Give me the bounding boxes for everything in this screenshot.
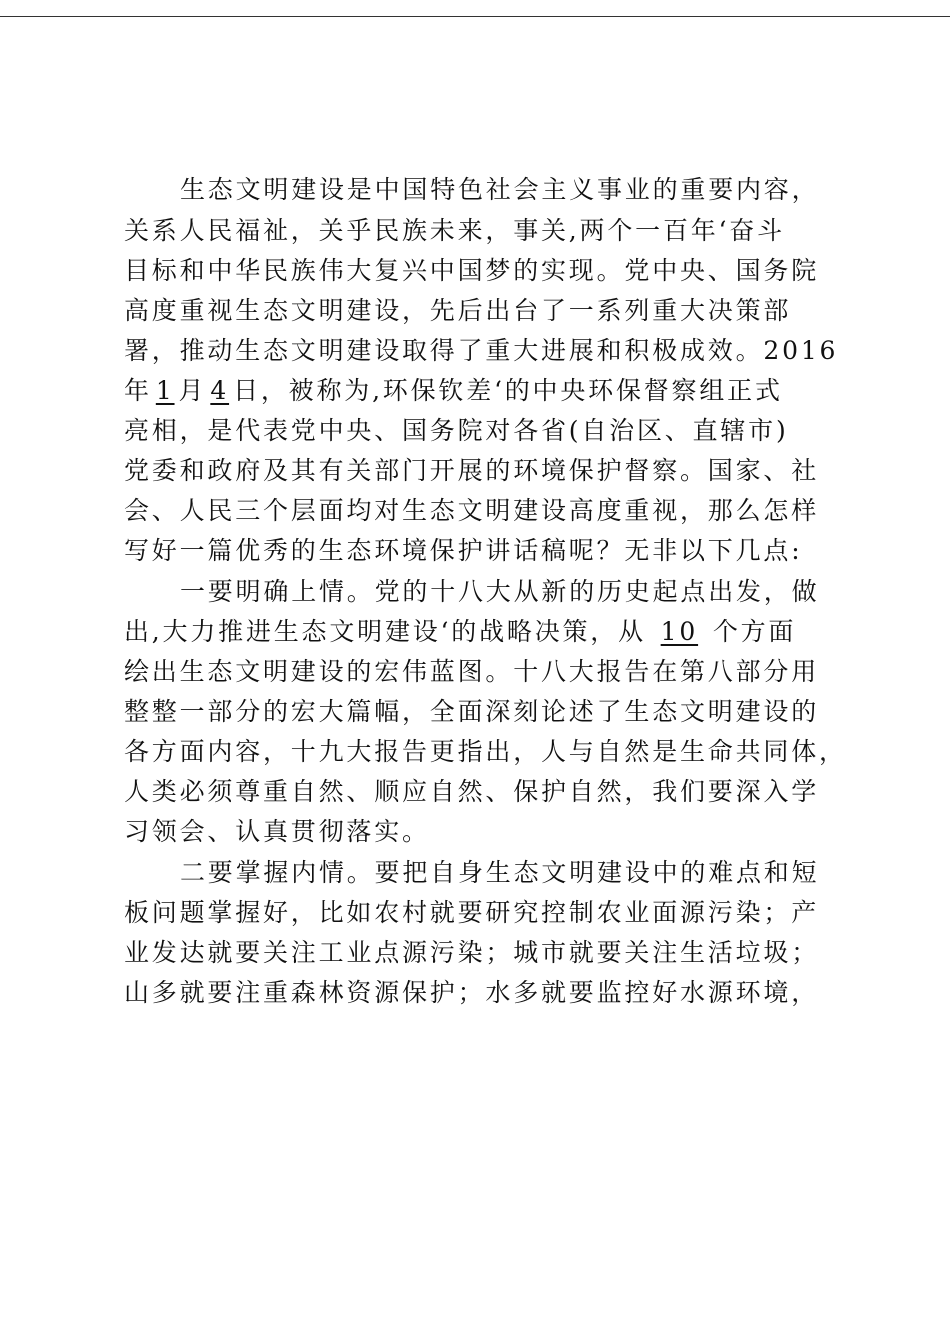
text-line: 板问题掌握好，比如农村就要研究控制农业面源污染；产 bbox=[124, 898, 820, 927]
underlined-number: 10 bbox=[660, 617, 699, 646]
text-line: 关系人民福祉，关乎民族未来，事关,两个一百年‘奋斗 bbox=[124, 216, 785, 245]
text-fragment: 出,大力推进生态文明建设‘的战略决策，从 bbox=[124, 617, 646, 646]
text-fragment: 年 bbox=[124, 376, 152, 405]
text-line: 目标和中华民族伟大复兴中国梦的实现。党中央、国务院 bbox=[124, 256, 820, 285]
underlined-month: 1 bbox=[155, 376, 175, 405]
text-line: 绘出生态文明建设的宏伟蓝图。十八大报告在第八部分用 bbox=[124, 657, 820, 686]
text-fragment: 个方面 bbox=[712, 617, 797, 646]
text-line: 高度重视生态文明建设，先后出台了一系列重大决策部 bbox=[124, 296, 792, 325]
underlined-day: 4 bbox=[210, 376, 230, 405]
text-fragment: 日，被称为,环保钦差‘的中央环保督察组正式 bbox=[233, 376, 783, 405]
text-line: 会、人民三个层面均对生态文明建设高度重视，那么怎样 bbox=[124, 496, 820, 525]
text-line: 各方面内容，十九大报告更指出，人与自然是生命共同体， bbox=[124, 737, 847, 766]
text-line: 党委和政府及其有关部门开展的环境保护督察。国家、社 bbox=[124, 456, 820, 485]
text-line: 习领会、认真贯彻落实。 bbox=[124, 817, 430, 846]
text-line-date bbox=[124, 374, 783, 408]
text-line: 二要掌握内情。要把自身生态文明建设中的难点和短 bbox=[180, 858, 820, 887]
text-line: 整整一部分的宏大篇幅，全面深刻论述了生态文明建设的 bbox=[124, 697, 820, 726]
text-line: 写好一篇优秀的生态环境保护讲话稿呢？无非以下几点: bbox=[124, 536, 803, 565]
text-line: 亮相，是代表党中央、国务院对各省(自治区、直辖市) bbox=[124, 416, 789, 445]
text-line: 山多就要注重森林资源保护；水多就要监控好水源环境， bbox=[124, 978, 820, 1007]
text-line-count bbox=[124, 615, 796, 649]
text-line: 人类必须尊重自然、顺应自然、保护自然，我们要深入学 bbox=[124, 777, 820, 806]
text-fragment: 月 bbox=[178, 376, 207, 405]
text-line: 业发达就要关注工业点源污染；城市就要关注生活垃圾； bbox=[124, 938, 820, 967]
text-line: 生态文明建设是中国特色社会主义事业的重要内容， bbox=[180, 175, 820, 204]
text-line: 一要明确上情。党的十八大从新的历史起点出发，做 bbox=[180, 577, 820, 606]
text-line: 署，推动生态文明建设取得了重大进展和积极成效。2016 bbox=[124, 336, 839, 365]
